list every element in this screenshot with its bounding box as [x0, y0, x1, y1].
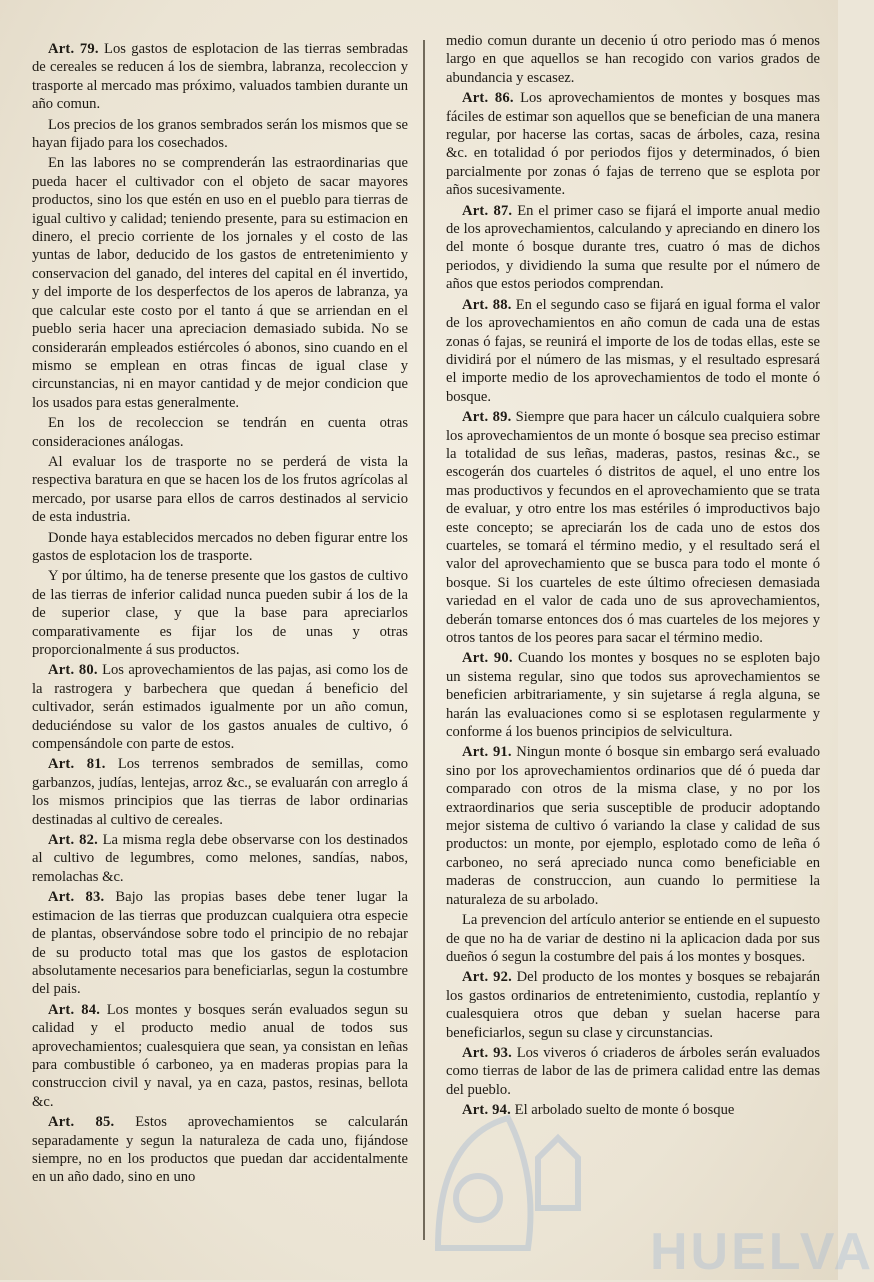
paragraph	[446, 32, 820, 87]
paragraph	[32, 888, 408, 998]
article-number: Art. 93.	[462, 1044, 513, 1061]
paragraph-text: La prevencion del artículo anterior se entiende en el supuesto de que no ha de variar de destino ni la aplicacion dada por sus dueños ó segun la costumbre del pais á los montes y bosques.	[446, 912, 820, 965]
paragraph-text: Los montes y bosques serán evaluados segun su calidad y el producto medio anual de todos sus aprovechamientos; cualesquiera que sean, ya consistan en leñas para combustible ó carboneo, ya en maderas propias para la construccion civil y naval, ya en caza, pastos, resinas, bellota &c.	[32, 1001, 409, 1110]
article-number: Art. 89.	[462, 409, 512, 426]
paragraph	[32, 529, 408, 566]
paragraph	[32, 116, 408, 153]
paragraph	[446, 968, 820, 1042]
paragraph	[32, 414, 408, 451]
paragraph-text: En el segundo caso se fijará en igual forma el valor de los aprovechamientos en año comun de cada una de estas zonas ó fajas, se reunirá el importe de los de todas ellas, este se dividirá por el número de las mismas, y el resultado espresará el importe medio de los aprovechamientos de todo el monte ó bosque.	[446, 296, 820, 405]
paragraph-text: Los precios de los granos sembrados serán los mismos que se hayan fijado para los cosechados.	[32, 116, 408, 152]
stamp-watermark-text: HUELVA	[650, 1223, 874, 1281]
article-number: Art. 79.	[48, 41, 99, 57]
article-number: Art. 81.	[48, 756, 106, 773]
paragraph-text: En el primer caso se fijará el importe anual medio de los aprovechamientos, calculando y apreciando en dinero los del monte ó bosque durante tres, cuatro ó mas de dichos periodos, y dividiendo la suma que resulte por el número de años que estos periodos comprendan.	[446, 202, 821, 293]
paragraph	[32, 831, 408, 886]
paragraph-text: Siempre que para hacer un cálculo cualquiera sobre los aprovechamientos de un monte ó bosque sea preciso estimar la totalidad de sus leñas, maderas, pastos, resinas &c., se escogerán dos cuarteles ó distritos de aquel, el uno entre los mas productivos y fecundos en el aprovechamiento que se trata de evaluar, y otro entre los mas estériles ó improductivos bajo este concepto; se apreciarán los de cada uno de estos dos cuarteles, se tomará el término medio, y el resultado será el valor del aprovechamiento que se busca para todo el monte ó bosque. Si los cuarteles de este último ofreciesen demasiada variedad en el valor de cada uno de sus aprovechamientos, deberán tomarse entonces dos ó mas cuarteles de los mejores y otros tantos de los peores para sacar el término medio.	[446, 409, 820, 646]
paragraph-text: La misma regla debe observarse con los destinados al cultivo de legumbres, como melones, sandías, nabos, remolachas &c.	[32, 832, 408, 885]
paragraph-text: Los terrenos sembrados de semillas, como garbanzos, judías, lentejas, arroz &c., se evaluarán con arreglo á los mismos principios que las tierras de labor ordinarias destinadas al cultivo de cereales.	[32, 756, 408, 828]
paragraph-text: Donde haya establecidos mercados no deben figurar entre los gastos de esplotacion los de trasporte.	[32, 529, 408, 564]
paragraph	[446, 408, 820, 647]
article-number: Art. 86.	[462, 90, 514, 107]
paragraph-text: Al evaluar los de trasporte no se perderá de vista la respectiva baratura en que se hacen los de los frutos agrícolas al mercado, por usarse para ellos de carros destinados al servicio de esta industria.	[32, 453, 408, 526]
paragraph-text: Estos aprovechamientos se calcularán separadamente y segun la naturaleza de cada uno, fijándose siempre, no en los productos que puedan dar accidentalmente en un año dado, sino en uno	[32, 1114, 408, 1186]
paragraph	[446, 296, 820, 406]
paragraph	[32, 40, 408, 114]
article-number: Art. 87.	[462, 202, 513, 219]
column-divider	[423, 40, 425, 1240]
paragraph	[32, 755, 408, 829]
paragraph	[32, 661, 408, 753]
paragraph-text: Bajo las propias bases debe tener lugar la estimacion de las tierras que produzcan cualquiera otra especie de plantas, observándose sobre todo el principio de no rebajar de su producto total mas que los gastos de esplotacion absolutamente necesarios para beneficiarlas, segun la costumbre del pais.	[32, 889, 408, 998]
paragraph	[32, 154, 408, 412]
article-number: Art. 88.	[462, 296, 512, 313]
paragraph	[32, 1113, 408, 1187]
article-number: Art. 83.	[48, 889, 105, 906]
article-number: Art. 82.	[48, 832, 98, 849]
paragraph-text: El arbolado suelto de monte ó bosque	[514, 1102, 735, 1119]
paragraph-text: Los aprovechamientos de montes y bosques mas fáciles de estimar son aquellos que se benefician de una manera regular, por hacerse las cortas, sacas de árboles, caza, resina &c. en totalidad ó por periodos fijos y determinados, ó bien parcialmente por zonas ó fajas de terreno que se esplota por años sucesivamente.	[446, 90, 820, 199]
paragraph	[446, 202, 820, 294]
paragraph-text: Los gastos de esplotacion de las tierras sembradas de cereales se reducen á los de siembra, labranza, recoleccion y trasporte al mercado mas próximo, valuados tambien durante un año comun.	[32, 41, 409, 113]
left-column	[32, 40, 408, 1250]
paragraph-text: En los de recoleccion se tendrán en cuenta otras consideraciones análogas.	[32, 415, 408, 450]
paragraph	[446, 911, 820, 966]
paragraph	[446, 89, 820, 199]
article-number: Art. 91.	[462, 744, 512, 761]
article-number: Art. 80.	[48, 662, 98, 679]
article-number: Art. 85.	[48, 1114, 115, 1131]
article-number: Art. 92.	[462, 969, 512, 986]
paragraph	[446, 743, 820, 909]
paragraph-text: En las labores no se comprenderán las estraordinarias que pueda hacer el cultivador con el objeto de sacar mayores productos, sino los que estén en uso en el pueblo para tierras de igual cultivo y calidad; teniendo presente, para su estimacion en dinero, el precio corriente de los jornales y el costo de las yuntas de labor, deducido de los gastos de entretenimiento y conservacion del ganado, del interes del capital en él invertido, y del importe de los desperfectos de los aperos de labranza, ya que calcular este costo por el tanto á que se arriendan en el pueblo seria hacer una apreciacion demasiado subida. No se considerarán empleados estiércoles ó abonos, sino cuando en el mismo se emplean en otras fincas de igual clase y circunstancias, ni en mayor cantidad y de mejor condicion que los usados para estas generalmente.	[32, 155, 408, 411]
paragraph	[32, 453, 408, 527]
paragraph-text: Cuando los montes y bosques no se esploten bajo un sistema regular, sino que todos sus aprovechamientos se beneficien arbitrariamente, y sin sujetarse á regla alguna, se harán las evaluaciones como si se esplotasen regularmente y conforme á los buenos principios de selvicultura.	[446, 650, 820, 741]
paragraph-text: Ningun monte ó bosque sin embargo será evaluado sino por los aprovechamientos ordinarios que dé ó pueda dar comparado con otros de la misma clase, y no por los extraordinarios que seria susceptible de producir adoptando mejor sistema de cultivo ó variando la clase y calidad de sus productos: un monte, por ejemplo, esplotado como de leña ó carboneo, no será apreciado nunca como beneficiable en maderas de construccion, aun cuando lo permitiese la naturaleza de su arbolado.	[446, 744, 820, 908]
paragraph	[32, 1001, 408, 1111]
article-number: Art. 94.	[462, 1102, 512, 1119]
paragraph	[446, 649, 820, 741]
paragraph	[32, 567, 408, 659]
paragraph-text: medio comun durante un decenio ú otro periodo mas ó menos largo en que aquellos se han recogido con varios grados de abundancia y escasez.	[446, 33, 820, 86]
paragraph-text: Los aprovechamientos de las pajas, asi como los de la rastrogera y barbechera que quedan á beneficio del cultivador, serán estimados igualmente por un año comun, deduciéndose su valor de los gastos anuales de cultivo, ó compensándole con parte de estos.	[32, 662, 408, 753]
article-number: Art. 90.	[462, 650, 513, 667]
paragraph-text: Los viveros ó criaderos de árboles serán evaluados como tierras de labor de las de primera calidad entre las demas del pueblo.	[446, 1044, 821, 1098]
paragraph-text: Y por último, ha de tenerse presente que los gastos de cultivo de las tierras de inferior calidad nunca pueden subir á los de la de superior clase, y que la base para apreciarlos comparativamente es fijar los de unas y otras proporcionalmente á sus productos.	[32, 568, 408, 658]
article-number: Art. 84.	[48, 1001, 101, 1018]
paragraph-text: Del producto de los montes y bosques se rebajarán los gastos ordinarios de entretenimiento, custodia, replantío y cualesquiera otros que deban y suelan hacerse para beneficiarlos, segun su clase y circunstancias.	[446, 969, 821, 1041]
right-column	[446, 32, 820, 1256]
